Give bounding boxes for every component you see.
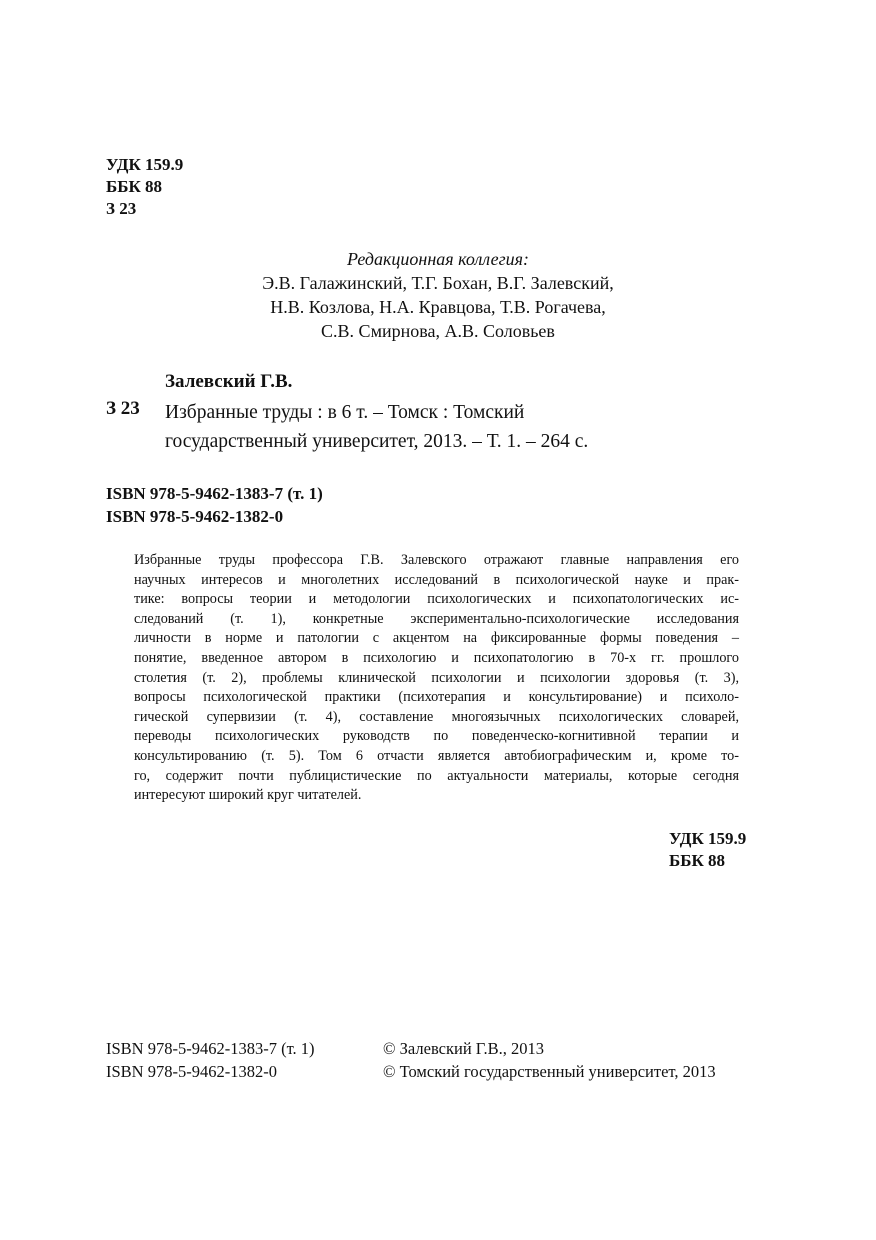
- isbn-volume: ISBN 978-5-9462-1383-7 (т. 1): [106, 484, 323, 503]
- record-title-line: Избранные труды : в 6 т. – Томск : Томский: [165, 402, 525, 423]
- editorial-board: [200, 247, 676, 343]
- annotation-line: переводы психологических руководств по поведенческо-когнитивной терапии и: [134, 728, 739, 745]
- annotation-line: следований (т. 1), конкретные экспериментально-психологические исследования: [134, 610, 739, 627]
- isbn-block: [106, 482, 323, 528]
- record-index-label: З 23: [106, 398, 140, 419]
- copyright-author: © Залевский Г.В., 2013: [383, 1039, 544, 1058]
- annotation-line: научных интересов и многолетних исследований в психологической науке и прак-: [134, 571, 739, 588]
- footer-copyrights: [383, 1037, 716, 1083]
- annotation: [134, 551, 739, 806]
- udk-code: УДК 159.9: [669, 829, 747, 848]
- record-title-line: государственный университет, 2013. – Т. 1. – 264 с.: [165, 431, 589, 452]
- annotation-line: интересуют широкий круг читателей.: [134, 787, 362, 804]
- record-author: Залевский Г.В.: [165, 371, 293, 392]
- annotation-line: личности в норме и патологии с акцентом на фиксированные формы поведения –: [134, 630, 739, 647]
- editorial-board-line: С.В. Смирнова, А.В. Соловьев: [321, 321, 555, 341]
- editorial-board-heading: Редакционная коллегия:: [347, 249, 529, 269]
- copyright-university: © Томский государственный университет, 2013: [383, 1062, 716, 1081]
- author-mark: З 23: [106, 199, 137, 218]
- classification-codes: [106, 154, 183, 220]
- annotation-line: понятие, введенное автором в психологию и психопатологию в 70-х гг. прошлого: [134, 649, 739, 666]
- annotation-line: гической супервизии (т. 4), составление многоязычных психологических словарей,: [134, 708, 739, 725]
- classification-codes-right: [669, 828, 746, 872]
- annotation-line: консультированию (т. 5). Том 6 отчасти является автобиографическим и, кроме то-: [134, 747, 739, 764]
- isbn-set: ISBN 978-5-9462-1382-0: [106, 507, 284, 526]
- annotation-line: го, содержит почти публицистические по актуальности материалы, которые сегодня: [134, 767, 739, 784]
- editorial-board-line: Н.В. Козлова, Н.А. Кравцова, Т.В. Рогачева,: [270, 297, 606, 317]
- footer-isbn-set: ISBN 978-5-9462-1382-0: [106, 1062, 277, 1081]
- annotation-line: Избранные труды профессора Г.В. Залевского отражают главные направления его: [134, 552, 739, 568]
- annotation-line: столетия (т. 2), проблемы клинической психологии и психологии здоровья (т. 3),: [134, 669, 739, 686]
- annotation-line: тике: вопросы теории и методологии психологических и психопатологических ис-: [134, 591, 739, 608]
- editorial-board-line: Э.В. Галажинский, Т.Г. Бохан, В.Г. Залевский,: [262, 273, 614, 293]
- bbk-code: ББК 88: [669, 851, 726, 870]
- udk-code: УДК 159.9: [106, 155, 184, 174]
- annotation-line: вопросы психологической практики (психотерапия и консультирование) и психоло-: [134, 689, 739, 706]
- footer-isbns: [106, 1037, 315, 1083]
- footer-isbn-volume: ISBN 978-5-9462-1383-7 (т. 1): [106, 1039, 315, 1058]
- bbk-code: ББК 88: [106, 177, 163, 196]
